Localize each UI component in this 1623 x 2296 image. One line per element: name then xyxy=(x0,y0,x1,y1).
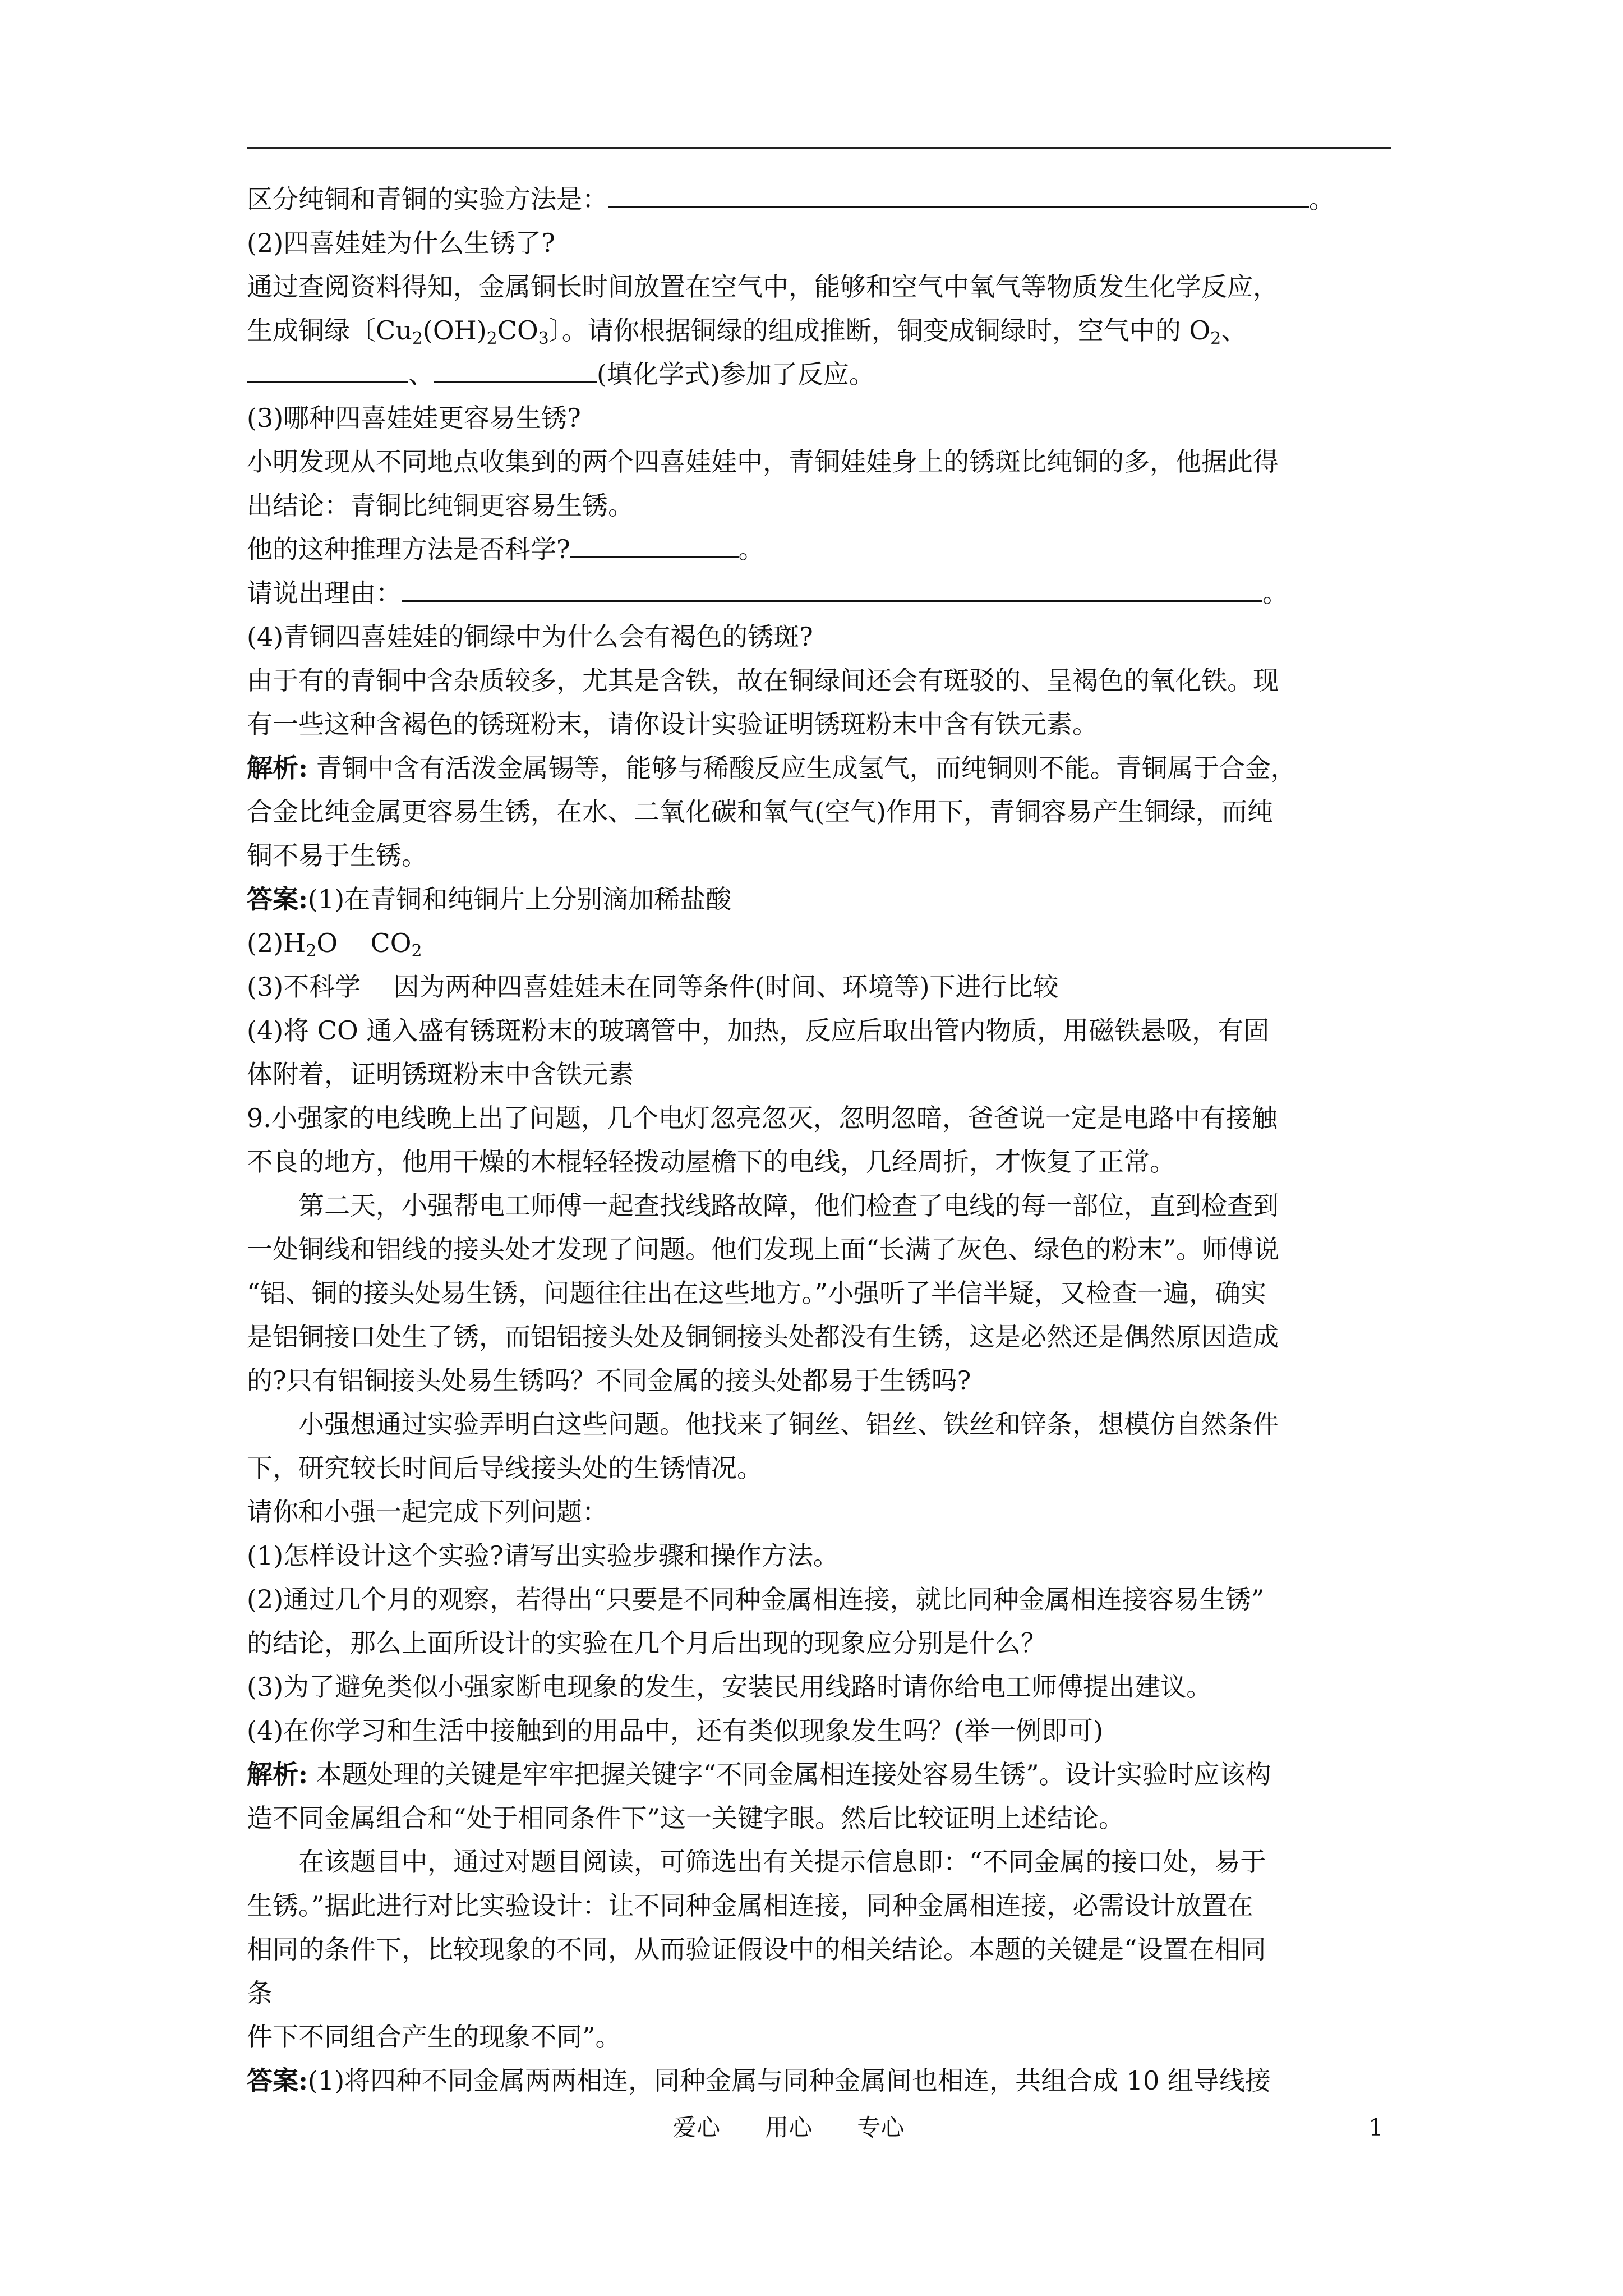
header-rule xyxy=(247,147,1391,149)
text-line: 造不同金属组合和“处于相同条件下”这一关键字眼。然后比较证明上述结论。 xyxy=(247,1803,1125,1833)
analysis-line: 解析: 青铜中含有活泼金属锡等，能够与稀酸反应生成氢气，而纯铜则不能。青铜属于合金， xyxy=(247,753,1297,783)
document-body xyxy=(247,185,1396,2110)
question-heading: (2)四喜娃娃为什么生锈了? xyxy=(247,228,555,258)
text-line: 相同的条件下，比较现象的不同，从而验证假设中的相关结论。本题的关键是“设置在相同 xyxy=(247,1934,1266,1964)
text-line: 铜不易于生锈。 xyxy=(247,840,427,871)
text-line: 生成铜绿〔$Cu_2(OH)_2CO_3$〕。请你根据铜绿的组成推断，铜变成铜绿时，空气中的 $O_2$、 xyxy=(247,315,1247,348)
question-heading: (4)在你学习和生活中接触到的用品中，还有类似现象发生吗？(举一例即可) xyxy=(247,1715,1104,1746)
text-line: 下，研究较长时间后导线接头处的生锈情况。 xyxy=(247,1453,763,1483)
text-line: 体附着，证明锈斑粉末中含铁元素 xyxy=(247,1059,634,1089)
text-line: 、 (填化学式)参加了反应。 xyxy=(247,360,1396,388)
text-line: 的结论，那么上面所设计的实验在几个月后出现的现象应分别是什么？ xyxy=(247,1628,1046,1658)
text-line: 的?只有铝铜接头处易生锈吗？不同金属的接头处都易于生锈吗? xyxy=(247,1365,971,1396)
text-line: 合金比纯金属更容易生锈，在水、二氧化碳和氧气(空气)作用下，青铜容易产生铜绿，而纯 xyxy=(247,797,1273,827)
text-line: 请说出理由： 。 xyxy=(247,578,1288,608)
analysis-label: 解析: xyxy=(247,1759,308,1789)
text-line: $(2)H_2O$ $CO_2$ xyxy=(247,928,422,961)
answer-label: 答案: xyxy=(247,884,308,914)
text-line: 小明发现从不同地点收集到的两个四喜娃娃中，青铜娃娃身上的锈斑比纯铜的多，他据此得 xyxy=(247,447,1279,477)
text-line: 他的这种推理方法是否科学? 。 xyxy=(247,534,764,564)
text-line: 区分纯铜和青铜的实验方法是： 。 xyxy=(247,184,1335,214)
text-line: 通过查阅资料得知，金属铜长时间放置在空气中，能够和空气中氧气等物质发生化学反应， xyxy=(247,272,1279,302)
text-line: 由于有的青铜中含杂质较多，尤其是含铁，故在铜绿间还会有斑驳的、呈褐色的氧化铁。现 xyxy=(247,665,1279,696)
text-line: 件下不同组合产生的现象不同”。 xyxy=(247,2022,621,2052)
answer-blank xyxy=(402,580,1262,602)
text-line: 生锈。”据此进行对比实验设计：让不同种金属相连接，同种金属相连接，必需设计放置在 xyxy=(247,1890,1253,1921)
answer-label: 答案: xyxy=(247,2065,308,2096)
answer-line: 答案:(1)将四种不同金属两两相连，同种金属与同种金属间也相连，共组合成 10 组导线接 xyxy=(247,2065,1271,2096)
analysis-line: 解析: 本题处理的关键是牢牢把握关键字“不同金属相连接处容易生锈”。设计实验时应该构 xyxy=(247,1759,1271,1789)
answer-blank xyxy=(608,186,1309,208)
text-line: 不良的地方，他用干燥的木棍轻轻拨动屋檐下的电线，几经周折，才恢复了正常。 xyxy=(247,1147,1175,1177)
text-line: 一处铜线和铝线的接头处才发现了问题。他们发现上面“长满了灰色、绿色的粉末”。师傅说 xyxy=(247,1234,1280,1264)
text-line: (4)将 CO 通入盛有锈斑粉末的玻璃管中，加热，反应后取出管内物质，用磁铁悬吸，有固 xyxy=(247,1015,1270,1046)
text-line: (3)不科学 因为两种四喜娃娃未在同等条件(时间、环境等)下进行比较 xyxy=(247,972,1059,1002)
answer-blank xyxy=(570,536,739,558)
text-line: 是铝铜接口处生了锈，而铝铝接头处及铜铜接头处都没有生锈，这是必然还是偶然原因造成 xyxy=(247,1322,1279,1352)
question-heading: (2)通过几个月的观察，若得出“只要是不同种金属相连接，就比同种金属相连接容易生锈” xyxy=(247,1584,1265,1614)
text-line: “铝、铜的接头处易生锈，问题往往出在这些地方。”小强听了半信半疑，又检查一遍，确实 xyxy=(247,1278,1267,1308)
text-line: 有一些这种含褐色的锈斑粉末，请你设计实验证明锈斑粉末中含有铁元素。 xyxy=(247,709,1098,739)
text-line: 出结论：青铜比纯铜更容易生锈。 xyxy=(247,490,634,521)
answer-line: 答案:(1)在青铜和纯铜片上分别滴加稀盐酸 xyxy=(247,884,732,914)
analysis-label: 解析: xyxy=(247,753,308,783)
footer-motto: 爱心 用心 专心 xyxy=(673,2114,905,2141)
text-line: 请你和小强一起完成下列问题： xyxy=(247,1497,608,1527)
question-heading: (4)青铜四喜娃娃的铜绿中为什么会有褐色的锈斑? xyxy=(247,622,813,652)
question-heading: 9.小强家的电线晚上出了问题，几个电灯忽亮忽灭，忽明忽暗，爸爸说一定是电路中有接触 xyxy=(247,1103,1278,1133)
text-line: 在该题目中，通过对题目阅读，可筛选出有关提示信息即：“不同金属的接口处，易于 xyxy=(298,1847,1266,1877)
question-heading: (1)怎样设计这个实验?请写出实验步骤和操作方法。 xyxy=(247,1540,839,1571)
question-heading: (3)哪种四喜娃娃更容易生锈? xyxy=(247,403,581,433)
page-number: 1 xyxy=(1368,2114,1384,2141)
text-line: 条 xyxy=(247,1978,273,2008)
answer-blank xyxy=(434,361,597,383)
text-line: 小强想通过实验弄明白这些问题。他找来了铜丝、铝丝、铁丝和锌条，想模仿自然条件 xyxy=(298,1409,1279,1439)
text-line: 第二天，小强帮电工师傅一起查找线路故障，他们检查了电线的每一部位，直到检查到 xyxy=(298,1190,1279,1221)
answer-blank xyxy=(247,361,408,383)
question-heading: (3)为了避免类似小强家断电现象的发生，安装民用线路时请你给电工师傅提出建议。 xyxy=(247,1672,1212,1702)
